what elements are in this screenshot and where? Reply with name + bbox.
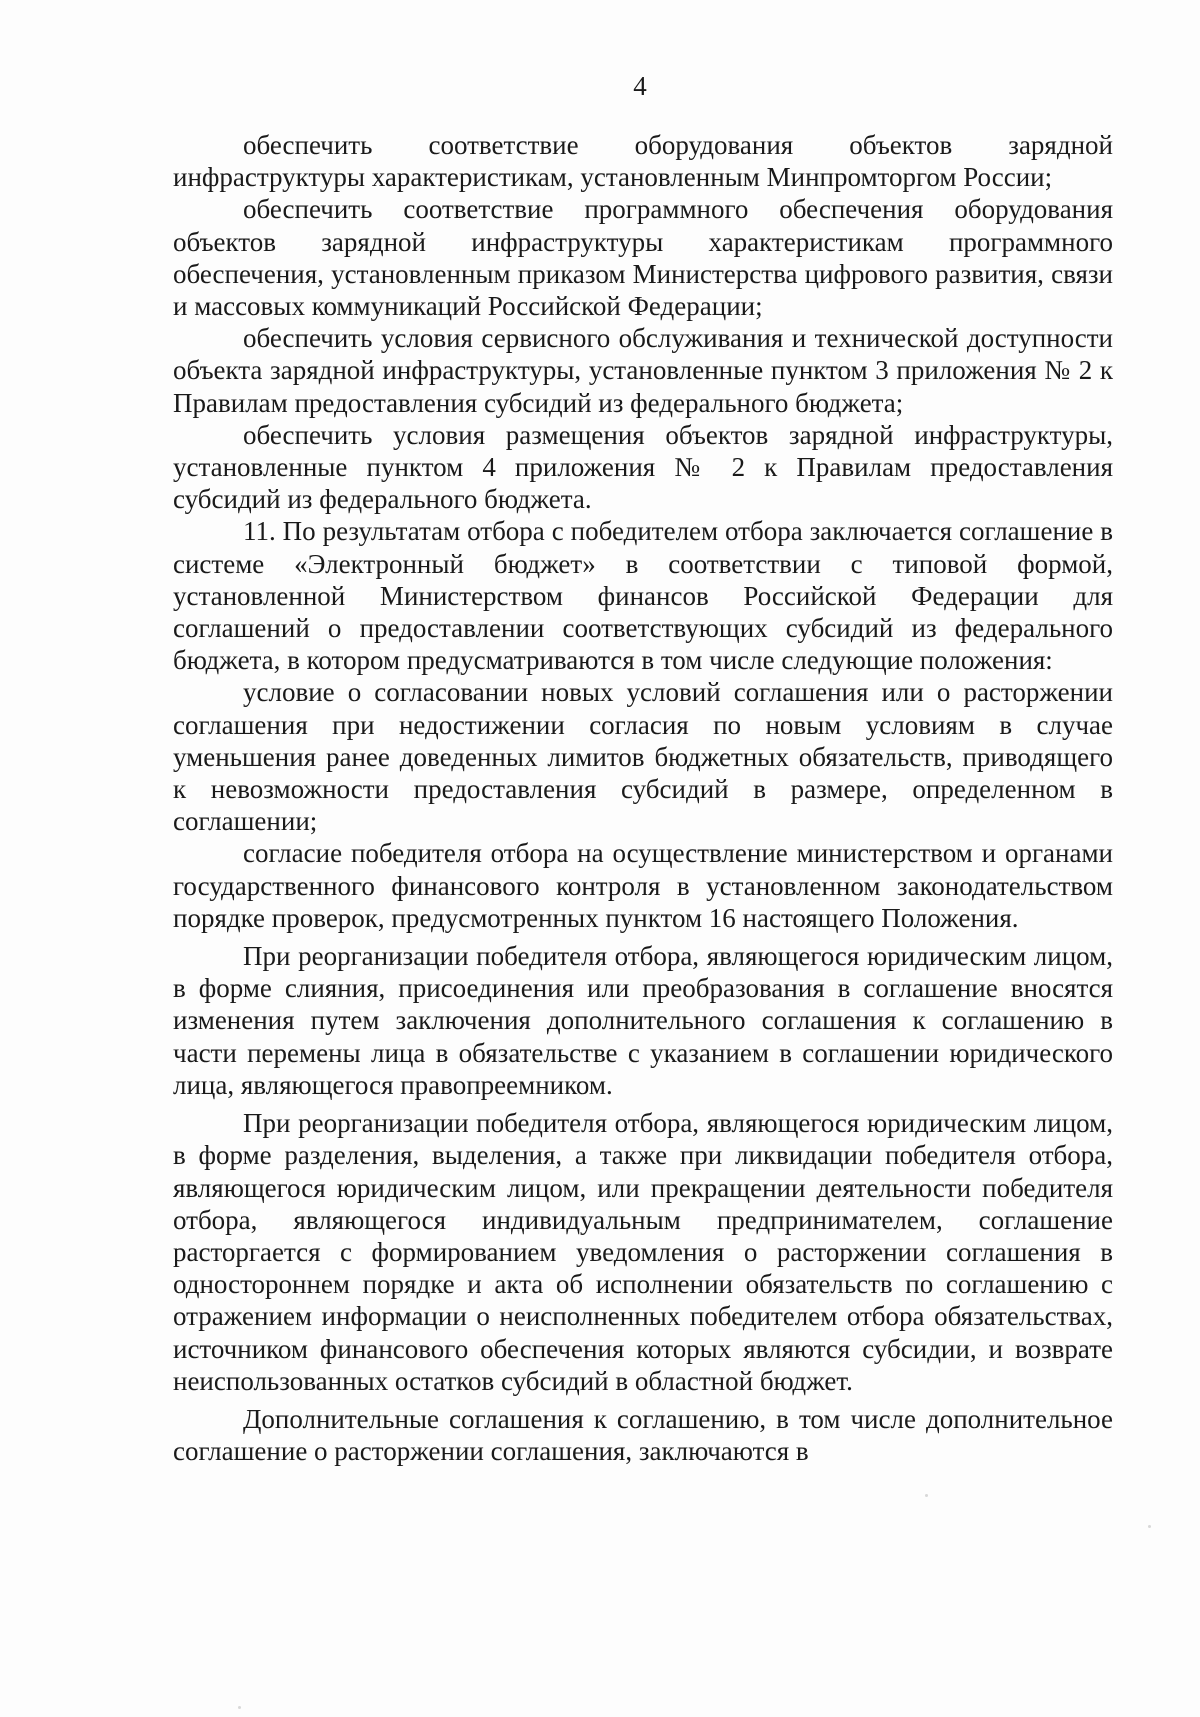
paragraph-reorganization-division: При реорганизации победителя отбора, являющегося юридическим лицом, в форме разделения, выделения, а также при ликвидации победителя отбора, являющегося юридическим лицом, или прекращении деятельности победителя отбора, являющегося индивидуальным предпринимателем, соглашение расторгается с формированием уведомления о расторжении соглашения в одностороннем порядке и акта об исполнении обязательств по соглашению с отражением информации о неисполненных победителем отбора обязательствах, источником финансового обеспечения которых являются субсидии, и возврате неиспользованных остатков субсидий в областной бюджет.	[173, 1108, 1113, 1396]
paragraph-equipment-compliance: обеспечить соответствие оборудования объектов зарядной инфраструктуры характеристикам, установленным Минпромторгом России;	[173, 130, 1113, 193]
paragraph-additional-agreements: Дополнительные соглашения к соглашению, в том числе дополнительное соглашение о расторжении соглашения, заключаются в	[173, 1403, 1113, 1467]
paragraph-software-compliance: обеспечить соответствие программного обеспечения оборудования объектов зарядной инфраструктуры характеристикам программного обеспечения, установленным приказом Министерства цифрового развития, связи и массовых коммуникаций Российской Федерации;	[173, 194, 1113, 322]
paragraph-clause-11: 11. По результатам отбора с победителем отбора заключается соглашение в системе «Электронный бюджет» в соответствии с типовой формой, установленной Министерством финансов Российской Федерации для соглашений о предоставлении соответствующих субсидий из федерального бюджета, в котором предусматриваются в том числе следующие положения:	[173, 516, 1113, 676]
scan-speck	[925, 1494, 928, 1497]
page-number: 4	[633, 71, 647, 101]
paragraph-inspection-consent: согласие победителя отбора на осуществление министерством и органами государственного финансового контроля в установленном законодательством порядке проверок, предусмотренных пунктом 16 настоящего Положения.	[173, 838, 1113, 933]
scan-speck	[238, 1706, 241, 1709]
paragraph-placement-conditions: обеспечить условия размещения объектов зарядной инфраструктуры, установленные пунктом 4 приложения № 2 к Правилам предоставления субсидий из федерального бюджета.	[173, 419, 1113, 515]
scan-speck	[1148, 1525, 1151, 1528]
paragraph-reorganization-merger: При реорганизации победителя отбора, являющегося юридическим лицом, в форме слияния, присоединения или преобразования в соглашение вносятся изменения путем заключения дополнительного соглашения к соглашению в части перемены лица в обязательстве с указанием в соглашении юридического лица, являющегося правопреемником.	[173, 941, 1113, 1100]
paragraph-service-conditions: обеспечить условия сервисного обслуживания и технической доступности объекта зарядной инфраструктуры, установленные пунктом 3 приложения № 2 к Правилам предоставления субсидий из федерального бюджета;	[173, 323, 1113, 418]
document-body	[173, 129, 1113, 1467]
paragraph-reduced-limits: условие о согласовании новых условий соглашения или о расторжении соглашения при недостижении согласия по новым условиям в случае уменьшения ранее доведенных лимитов бюджетных обязательств, приводящего к невозможности предоставления субсидий в размере, определенном в соглашении;	[173, 677, 1113, 837]
